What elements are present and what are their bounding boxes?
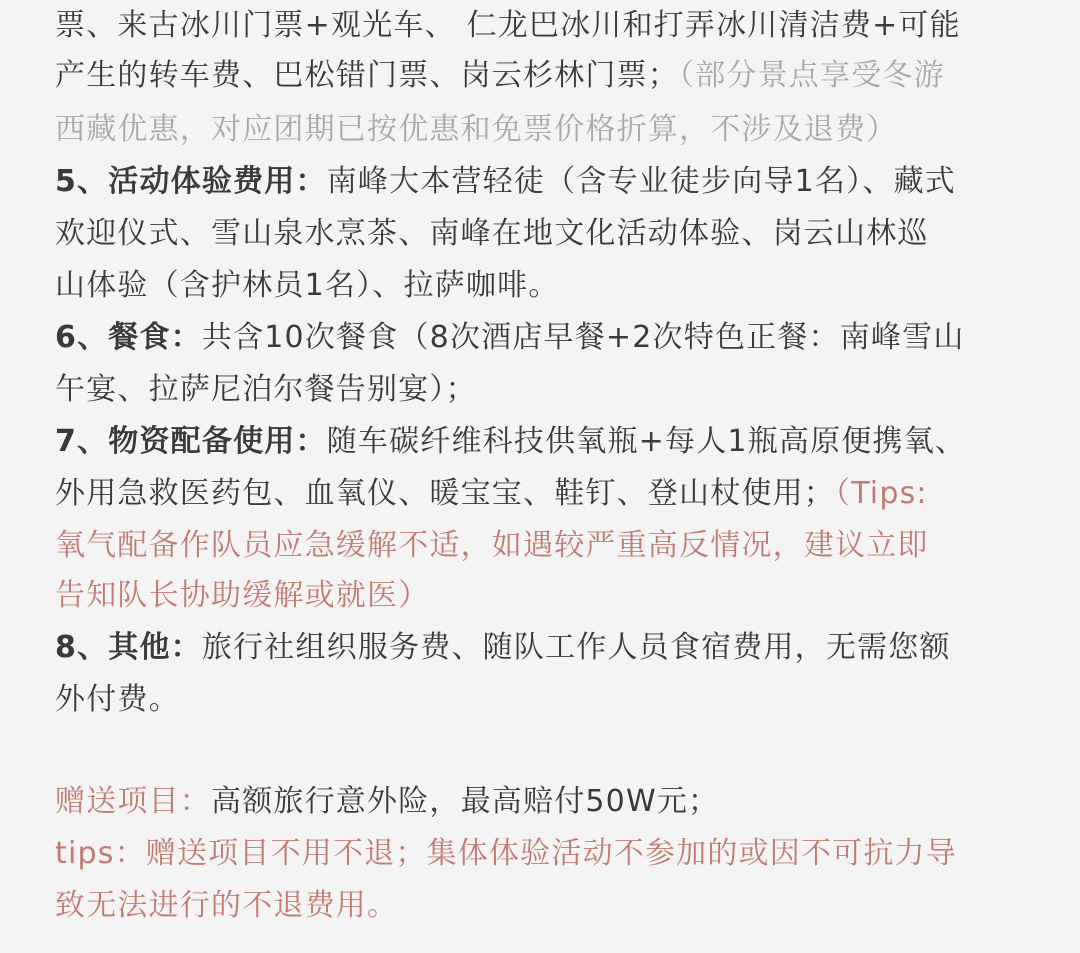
tips-text: tips：赠送项目不用不退；集体体验活动不参加的或因不可抗力导 bbox=[55, 836, 957, 871]
text-line bbox=[55, 208, 1026, 260]
section-7-heading: 7、物资配备使用： bbox=[55, 424, 327, 459]
fee-list-continued: 产生的转车费、巴松错门票、岗云杉林门票； bbox=[55, 58, 679, 93]
section-5 bbox=[55, 156, 1026, 208]
section-8-heading: 8、其他： bbox=[55, 630, 202, 665]
oxygen-tip: 告知队长协助缓解或就医） bbox=[55, 578, 430, 613]
section-5-text: 南峰大本营轻徒（含专业徒步向导1名）、藏式 bbox=[326, 164, 956, 199]
text-line bbox=[55, 50, 1026, 102]
text-line bbox=[55, 260, 1026, 312]
section-6-text: 午宴、拉萨尼泊尔餐告别宴）； bbox=[55, 372, 477, 407]
tips-line bbox=[55, 828, 1026, 880]
section-8 bbox=[55, 622, 1026, 674]
section-5-text: 山体验（含护林员1名）、拉萨咖啡。 bbox=[55, 268, 560, 303]
section-6-heading: 6、餐食： bbox=[55, 320, 202, 355]
section-7-text: 随车碳纤维科技供氧瓶+每人1瓶高原便携氧、 bbox=[326, 424, 967, 459]
tips-line bbox=[55, 880, 1026, 932]
section-7-text: 外用急救医药包、血氧仪、暖宝宝、鞋钉、登山杖使用； bbox=[55, 476, 835, 511]
text-line bbox=[55, 364, 1026, 416]
oxygen-tip: 氧气配备作队员应急缓解不适，如遇较严重高反情况，建议立即 bbox=[55, 528, 929, 563]
section-7 bbox=[55, 416, 1026, 468]
gift-section bbox=[55, 776, 1026, 828]
text-line bbox=[55, 0, 1026, 52]
section-6 bbox=[55, 312, 1026, 364]
section-8-text: 旅行社组织服务费、随队工作人员食宿费用，无需您额 bbox=[201, 630, 951, 665]
oxygen-tip: （Tips: bbox=[835, 476, 928, 511]
text-line bbox=[55, 104, 1026, 156]
discount-note: 西藏优惠，对应团期已按优惠和免票价格折算，不涉及退费） bbox=[55, 112, 898, 147]
tips-text: 致无法进行的不退费用。 bbox=[55, 888, 399, 923]
section-6-text: 共含10次餐食（8次酒店早餐+2次特色正餐：南峰雪山 bbox=[201, 320, 965, 355]
text-line bbox=[55, 674, 1026, 726]
section-5-heading: 5、活动体验费用： bbox=[55, 164, 327, 199]
discount-note: （部分景点享受冬游 bbox=[679, 58, 945, 93]
text-line bbox=[55, 468, 1026, 520]
gift-text: 高额旅行意外险，最高赔付50W元； bbox=[211, 784, 720, 819]
section-8-text: 外付费。 bbox=[55, 682, 180, 717]
text-line bbox=[55, 570, 1026, 622]
section-5-text: 欢迎仪式、雪山泉水烹茶、南峰在地文化活动体验、岗云山林巡 bbox=[55, 216, 929, 251]
gift-heading: 赠送项目： bbox=[55, 784, 211, 819]
text-line bbox=[55, 520, 1026, 572]
fee-list-continued: 票、来古冰川门票+观光车、 仁龙巴冰川和打弄冰川清洁费+可能 bbox=[55, 8, 961, 43]
